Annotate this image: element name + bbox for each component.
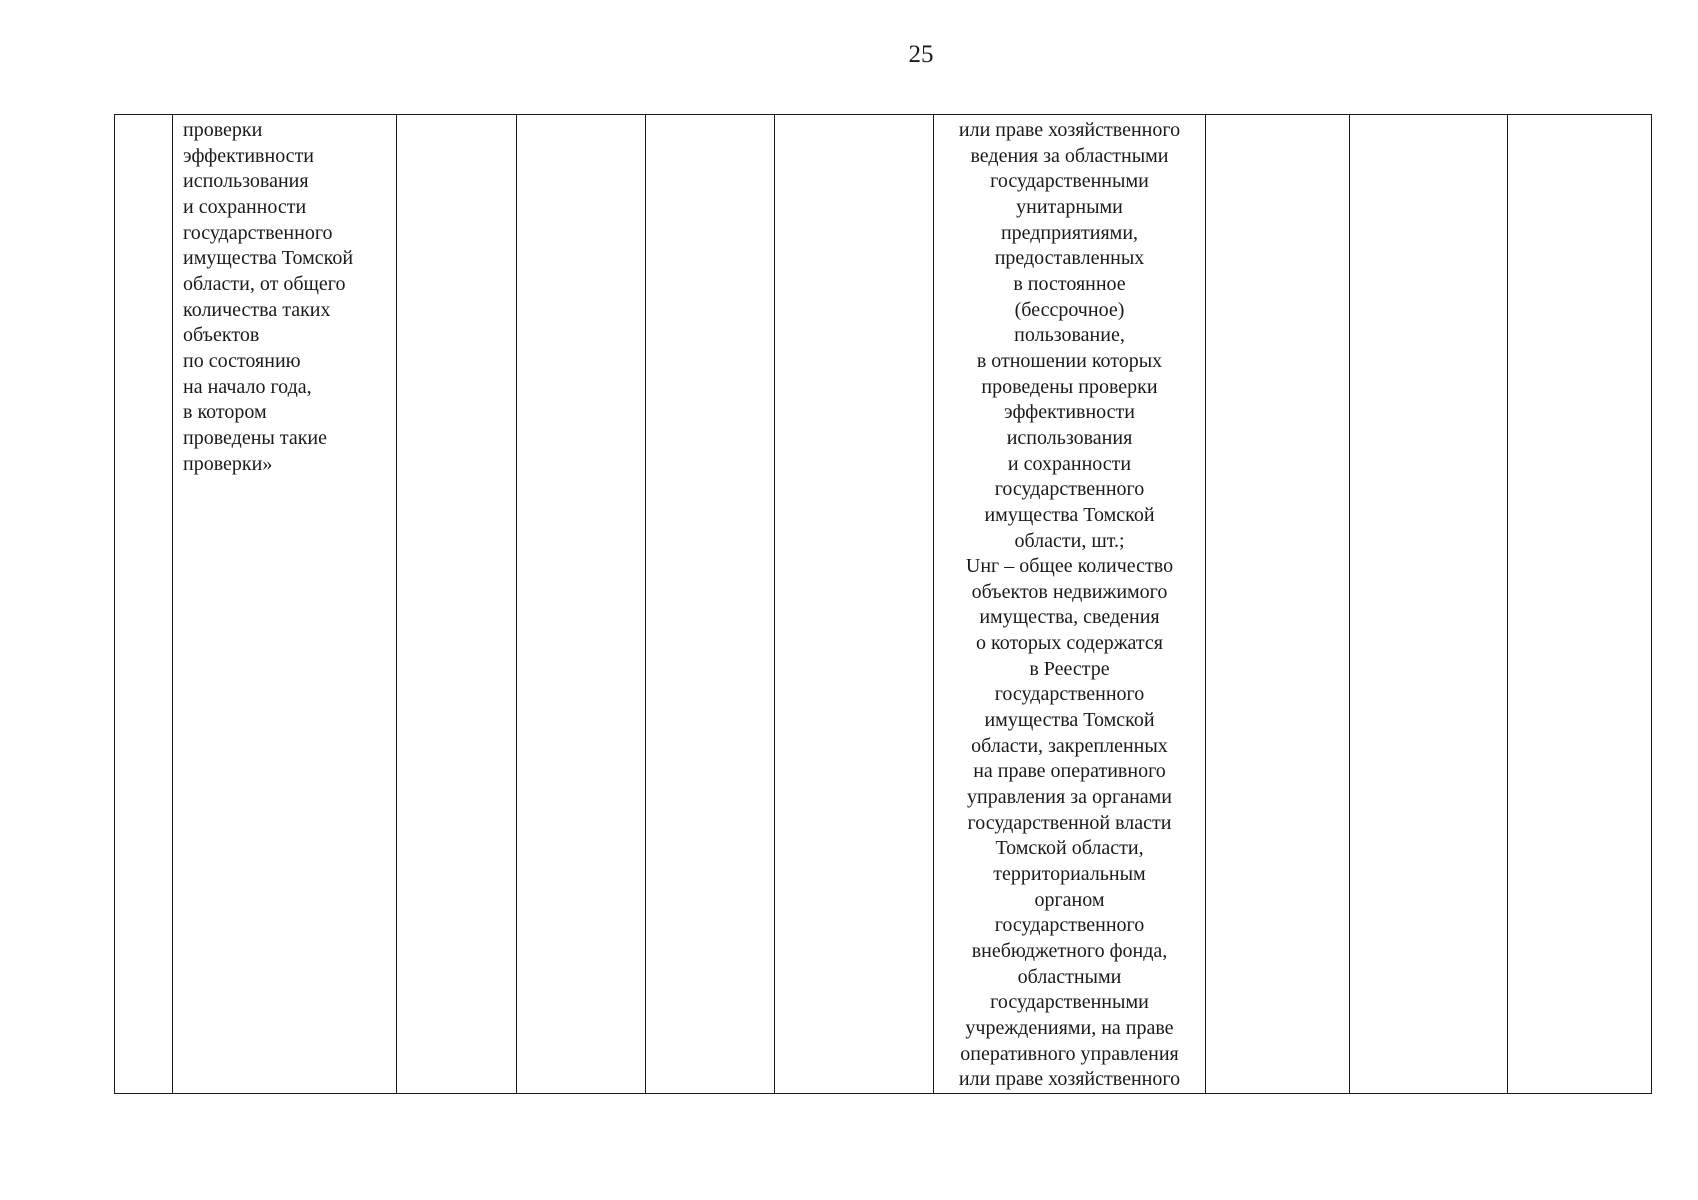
text-line: предоставленных: [994, 247, 1145, 270]
text-line: проведены такие: [183, 426, 327, 449]
text-line: органом: [1034, 888, 1105, 911]
table-cell-col3: [397, 115, 517, 1094]
text-line: эффективности: [1003, 401, 1135, 424]
table-cell-col6: [775, 115, 934, 1094]
text-line: территориальным: [993, 863, 1146, 886]
text-line: государственного: [994, 683, 1145, 706]
text-line: государственными: [990, 991, 1149, 1014]
text-line: унитарными: [1016, 195, 1123, 218]
text-line: государственного: [183, 221, 333, 244]
text-line: объектов: [183, 324, 260, 347]
text-line: пользование,: [1014, 324, 1125, 347]
table-cell-col5: [646, 115, 775, 1094]
page-number: 25: [908, 41, 934, 68]
text-line: предприятиями,: [1000, 221, 1139, 244]
text-line: имущества Томской: [984, 709, 1155, 732]
table-cell-col9: [1350, 115, 1508, 1094]
text-line: Томской области,: [995, 837, 1144, 860]
text-line: в отношении которых: [976, 349, 1163, 372]
text-line: управления за органами: [966, 786, 1173, 809]
indicator-description-text: [173, 115, 396, 477]
text-line: проведены проверки: [981, 375, 1158, 398]
text-line: государственного: [994, 914, 1145, 937]
text-line: и сохранности: [183, 195, 307, 218]
text-line: области, от общего: [183, 272, 346, 295]
table-row: [115, 115, 1652, 1094]
text-line: объектов недвижимого: [971, 580, 1168, 603]
text-line: внебюджетного фонда,: [971, 940, 1168, 962]
table-cell-col1: [115, 115, 173, 1094]
text-line: ведения за областными: [970, 144, 1169, 167]
text-line: в Реестре: [1029, 657, 1110, 680]
text-line: Uнг – общее количество: [965, 555, 1174, 578]
text-line: государственного: [994, 478, 1145, 501]
table-cell-indicator-description: [173, 115, 397, 1094]
text-line: на праве оперативного: [973, 760, 1166, 783]
text-line: государственной власти: [967, 811, 1172, 834]
table-cell-col4: [517, 115, 646, 1094]
text-line: о которых содержатся: [976, 632, 1163, 655]
text-line: областными: [1017, 965, 1122, 988]
text-line: проверки: [183, 119, 263, 141]
text-line: использования: [183, 170, 309, 193]
text-line: использования: [1006, 426, 1133, 449]
text-line: оперативного управления: [960, 1042, 1179, 1065]
text-line: области, шт.;: [1014, 529, 1125, 552]
text-line: на начало года,: [183, 375, 312, 398]
text-line: проверки»: [183, 452, 273, 475]
text-line: области, закрепленных: [971, 734, 1168, 757]
text-line: в котором: [183, 401, 267, 424]
text-line: и сохранности: [1007, 452, 1132, 475]
text-line: имущества Томской: [183, 247, 354, 270]
text-line: (бессрочное): [1014, 298, 1125, 321]
text-line: или праве хозяйственного: [958, 119, 1181, 141]
text-line: в постоянное: [1013, 272, 1126, 295]
text-line: количества таких: [183, 298, 331, 321]
text-line: учреждениями, на праве: [965, 1016, 1174, 1039]
table-cell-calculation-method: [934, 115, 1206, 1094]
text-line: по состоянию: [183, 349, 301, 372]
text-line: государственными: [990, 170, 1149, 193]
text-line: имущества, сведения: [979, 606, 1160, 629]
calculation-method-text: [934, 115, 1205, 1093]
indicator-table: [114, 114, 1652, 1094]
text-line: эффективности: [183, 144, 315, 167]
table-cell-col10: [1508, 115, 1652, 1094]
text-line: имущества Томской: [984, 503, 1155, 526]
table-cell-col8: [1206, 115, 1350, 1094]
text-line: или праве хозяйственного: [958, 1068, 1181, 1091]
